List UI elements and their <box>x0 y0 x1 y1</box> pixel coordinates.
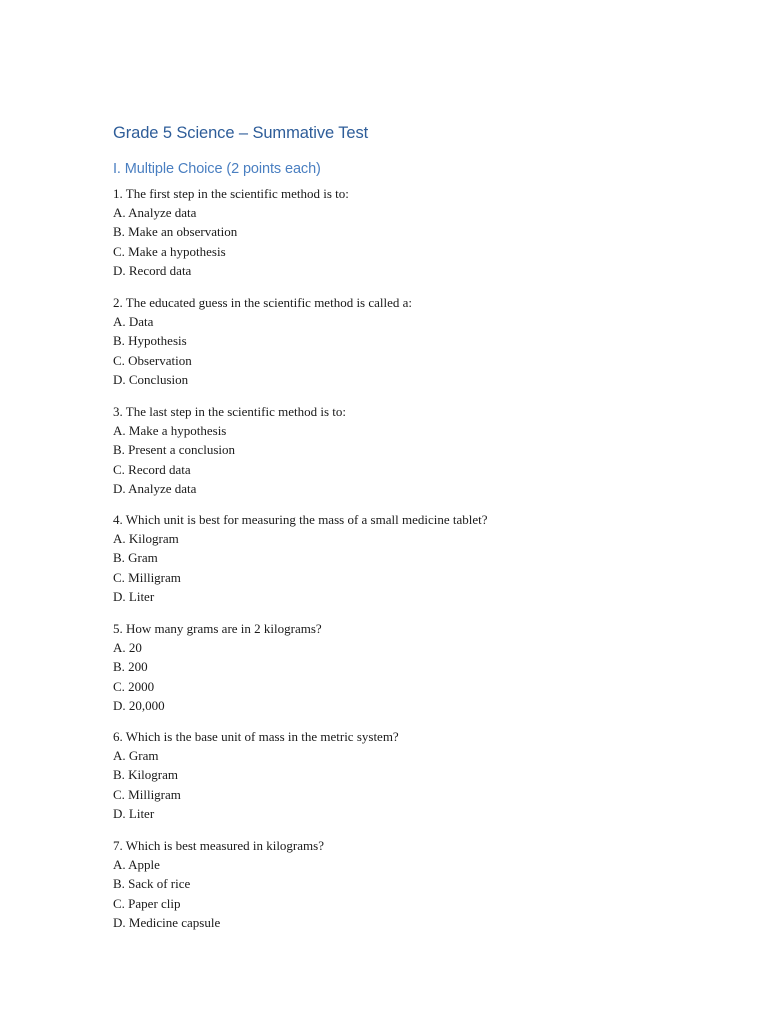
answer-option-d: D. 20,000 <box>113 697 165 713</box>
answer-option-d: D. Liter <box>113 805 155 821</box>
answer-option-c: C. Record data <box>113 461 191 477</box>
answer-option-b: B. Kilogram <box>113 767 178 783</box>
question-6 <box>113 727 713 823</box>
answer-option-b: B. Gram <box>113 550 158 566</box>
answer-option-c: C. Milligram <box>113 786 181 802</box>
answer-option-d: D. Liter <box>113 588 155 604</box>
answer-option-c: C. Make a hypothesis <box>113 243 226 259</box>
question-stem: 6. Which is the base unit of mass in the metric system? <box>113 729 399 744</box>
answer-option-a: A. Gram <box>113 748 159 764</box>
answer-option-b: B. Sack of rice <box>113 876 191 892</box>
answer-option-d: D. Analyze data <box>113 480 197 496</box>
answer-option-a: A. Apple <box>113 857 160 873</box>
section-heading: I. Multiple Choice (2 points each) <box>113 161 321 177</box>
answer-option-c: C. Milligram <box>113 569 181 585</box>
question-7 <box>113 836 713 932</box>
answer-option-d: D. Conclusion <box>113 371 189 387</box>
answer-option-b: B. 200 <box>113 659 148 675</box>
answer-option-d: D. Record data <box>113 262 192 278</box>
question-4 <box>113 510 713 606</box>
question-stem: 2. The educated guess in the scientific method is called a: <box>113 295 413 310</box>
answer-option-c: C. Paper clip <box>113 895 181 911</box>
question-stem: 4. Which unit is best for measuring the mass of a small medicine tablet? <box>113 512 488 527</box>
question-2 <box>113 293 713 389</box>
answer-option-c: C. 2000 <box>113 678 155 694</box>
answer-option-b: B. Make an observation <box>113 224 238 240</box>
question-5 <box>113 619 713 715</box>
answer-option-b: B. Hypothesis <box>113 333 187 349</box>
answer-option-c: C. Observation <box>113 352 192 368</box>
document-title: Grade 5 Science – Summative Test <box>113 124 369 142</box>
question-stem: 1. The first step in the scientific method is to: <box>113 186 349 201</box>
answer-option-a: A. Kilogram <box>113 531 179 547</box>
answer-option-b: B. Present a conclusion <box>113 442 236 458</box>
question-stem: 7. Which is best measured in kilograms? <box>113 838 324 853</box>
question-stem: 3. The last step in the scientific method is to: <box>113 404 346 419</box>
answer-option-a: A. Make a hypothesis <box>113 423 227 439</box>
answer-option-a: A. Analyze data <box>113 205 197 221</box>
question-3 <box>113 402 713 498</box>
answer-option-a: A. Data <box>113 314 154 330</box>
question-1 <box>113 184 713 280</box>
answer-option-d: D. Medicine capsule <box>113 914 221 930</box>
answer-option-a: A. 20 <box>113 640 142 656</box>
question-stem: 5. How many grams are in 2 kilograms? <box>113 621 322 636</box>
